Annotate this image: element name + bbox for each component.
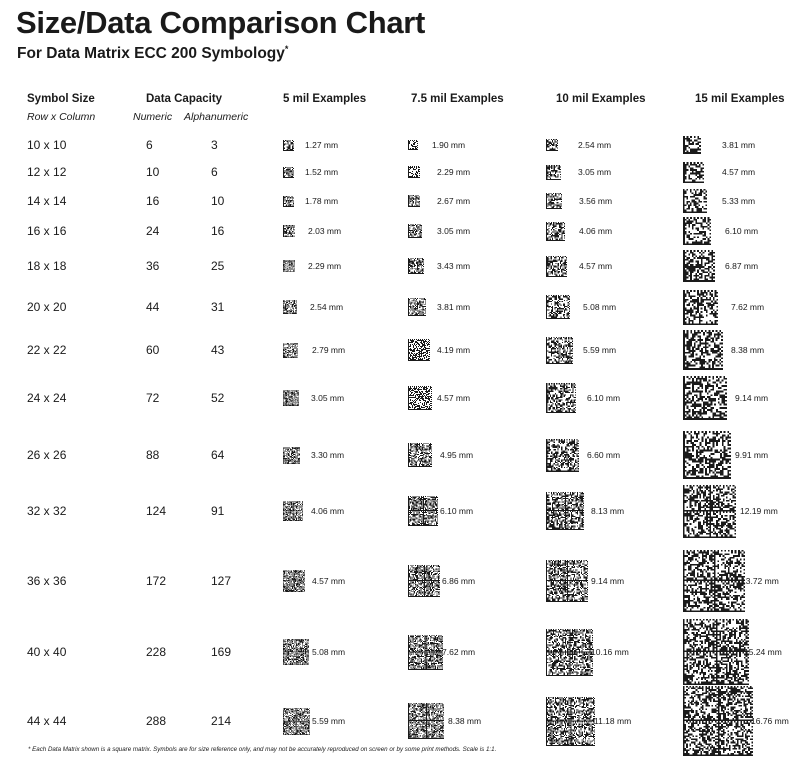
cell-numeric-capacity: 10 [146, 165, 160, 179]
cell-symbol-dimension: 3.05 mm [437, 226, 471, 236]
data-matrix-symbol [283, 196, 294, 207]
cell-symbol-dimension: 1.52 mm [305, 167, 339, 177]
cell-symbol-size: 18 x 18 [27, 259, 67, 273]
header-5-mil: 5 mil Examples [283, 93, 367, 105]
cell-symbol-dimension: 2.54 mm [578, 140, 612, 150]
page-subtitle [17, 39, 288, 64]
cell-symbol-dimension: 2.54 mm [310, 302, 344, 312]
cell-symbol-size: 10 x 10 [27, 138, 67, 152]
footnote: * Each Data Matrix shown is a square matrix. Symbols are for size reference only, and may not be accurately reproduced on screen or by some print methods. Scale is 1:1. [28, 746, 497, 753]
subtitle-text: For Data Matrix ECC 200 Symbology [17, 45, 285, 63]
data-matrix-symbol [683, 686, 753, 756]
cell-numeric-capacity: 88 [146, 448, 160, 462]
data-matrix-symbol [546, 295, 570, 319]
header-7-5-mil: 7.5 mil Examples [411, 93, 504, 105]
data-matrix-symbol [283, 501, 303, 521]
cell-symbol-dimension: 1.27 mm [305, 140, 339, 150]
cell-symbol-dimension: 5.59 mm [312, 716, 346, 726]
cell-numeric-capacity: 44 [146, 300, 160, 314]
data-matrix-symbol [546, 165, 561, 180]
cell-symbol-size: 20 x 20 [27, 300, 67, 314]
cell-symbol-dimension: 5.08 mm [583, 302, 617, 312]
cell-symbol-dimension: 4.06 mm [579, 226, 613, 236]
cell-symbol-dimension: 2.79 mm [312, 345, 346, 355]
data-matrix-symbol [683, 290, 718, 325]
cell-symbol-size: 16 x 16 [27, 224, 67, 238]
data-matrix-symbol [683, 189, 707, 213]
data-matrix-symbol [408, 224, 422, 238]
cell-symbol-size: 40 x 40 [27, 645, 67, 659]
header-row-by-column: Row x Column [27, 111, 96, 123]
cell-numeric-capacity: 172 [146, 574, 167, 588]
cell-alphanumeric-capacity: 16 [211, 224, 225, 238]
cell-alphanumeric-capacity: 31 [211, 300, 225, 314]
cell-numeric-capacity: 228 [146, 645, 167, 659]
cell-symbol-dimension: 8.38 mm [731, 345, 765, 355]
data-matrix-symbol [408, 166, 420, 178]
data-matrix-symbol [283, 570, 305, 592]
cell-symbol-dimension: 3.56 mm [579, 196, 613, 206]
header-15-mil: 15 mil Examples [695, 93, 785, 105]
cell-symbol-dimension: 12.19 mm [740, 506, 778, 516]
header-alphanumeric: Alphanumeric [184, 111, 249, 123]
cell-symbol-dimension: 1.78 mm [305, 196, 339, 206]
cell-numeric-capacity: 24 [146, 224, 160, 238]
cell-symbol-dimension: 15.24 mm [744, 647, 782, 657]
cell-numeric-capacity: 6 [146, 138, 153, 152]
cell-symbol-dimension: 6.87 mm [725, 261, 759, 271]
cell-symbol-dimension: 3.81 mm [722, 140, 756, 150]
data-matrix-symbol [683, 162, 704, 183]
cell-symbol-dimension: 4.19 mm [437, 345, 471, 355]
header-numeric: Numeric [133, 111, 173, 123]
data-matrix-symbol [408, 496, 438, 526]
data-matrix-symbol [283, 390, 299, 406]
cell-symbol-size: 44 x 44 [27, 714, 67, 728]
cell-symbol-dimension: 10.16 mm [591, 647, 629, 657]
cell-numeric-capacity: 288 [146, 714, 167, 728]
cell-numeric-capacity: 60 [146, 343, 160, 357]
cell-symbol-dimension: 7.62 mm [442, 647, 476, 657]
data-matrix-symbol [408, 443, 432, 467]
header-symbol-size: Symbol Size [27, 93, 95, 105]
cell-symbol-dimension: 4.57 mm [722, 167, 756, 177]
cell-symbol-dimension: 2.29 mm [308, 261, 342, 271]
data-matrix-symbol [546, 337, 573, 364]
cell-symbol-size: 22 x 22 [27, 343, 67, 357]
cell-symbol-dimension: 3.05 mm [311, 393, 345, 403]
cell-alphanumeric-capacity: 52 [211, 391, 225, 405]
cell-symbol-dimension: 4.06 mm [311, 506, 345, 516]
header-data-capacity: Data Capacity [146, 93, 223, 105]
data-matrix-symbol [546, 193, 562, 209]
cell-symbol-dimension: 9.14 mm [591, 576, 625, 586]
data-matrix-symbol [683, 136, 701, 154]
cell-numeric-capacity: 16 [146, 194, 160, 208]
data-matrix-symbol [683, 330, 723, 370]
data-matrix-symbol [283, 167, 294, 178]
cell-symbol-dimension: 4.57 mm [312, 576, 346, 586]
cell-alphanumeric-capacity: 43 [211, 343, 225, 357]
page-title: Size/Data Comparison Chart [16, 5, 426, 40]
data-matrix-symbol [546, 560, 588, 602]
cell-symbol-dimension: 3.43 mm [437, 261, 471, 271]
data-matrix-symbol [408, 195, 420, 207]
cell-symbol-dimension: 3.05 mm [578, 167, 612, 177]
cell-symbol-dimension: 2.03 mm [308, 226, 342, 236]
data-matrix-symbol [546, 383, 576, 413]
cell-symbol-dimension: 7.62 mm [731, 302, 765, 312]
cell-symbol-dimension: 4.57 mm [579, 261, 613, 271]
data-matrix-symbol [283, 343, 298, 358]
cell-symbol-dimension: 2.29 mm [437, 167, 471, 177]
cell-symbol-size: 12 x 12 [27, 165, 67, 179]
cell-symbol-dimension: 13.72 mm [741, 576, 779, 586]
data-matrix-symbol [408, 703, 444, 739]
cell-symbol-dimension: 8.13 mm [591, 506, 625, 516]
cell-symbol-dimension: 1.90 mm [432, 140, 466, 150]
cell-alphanumeric-capacity: 169 [211, 645, 232, 659]
cell-symbol-dimension: 5.33 mm [722, 196, 756, 206]
cell-symbol-dimension: 6.10 mm [587, 393, 621, 403]
data-matrix-symbol [283, 260, 295, 272]
cell-symbol-dimension: 11.18 mm [594, 716, 632, 726]
cell-symbol-dimension: 2.67 mm [437, 196, 471, 206]
data-matrix-symbol [408, 339, 430, 361]
data-matrix-symbol [683, 376, 727, 420]
data-matrix-symbol [546, 139, 558, 151]
data-matrix-symbol [683, 485, 736, 538]
data-matrix-symbol [683, 217, 711, 245]
data-matrix-symbol [408, 386, 432, 410]
data-matrix-symbol [408, 140, 418, 150]
cell-symbol-dimension: 4.95 mm [440, 450, 474, 460]
cell-symbol-size: 36 x 36 [27, 574, 67, 588]
cell-alphanumeric-capacity: 91 [211, 504, 225, 518]
cell-alphanumeric-capacity: 10 [211, 194, 225, 208]
cell-symbol-size: 32 x 32 [27, 504, 67, 518]
data-matrix-symbol [283, 300, 297, 314]
data-matrix-symbol [546, 256, 567, 277]
data-matrix-symbol [408, 298, 426, 316]
data-matrix-symbol [408, 565, 440, 597]
cell-symbol-dimension: 9.91 mm [735, 450, 769, 460]
cell-numeric-capacity: 72 [146, 391, 160, 405]
cell-alphanumeric-capacity: 25 [211, 259, 225, 273]
data-matrix-symbol [546, 439, 579, 472]
cell-symbol-dimension: 5.08 mm [312, 647, 346, 657]
cell-symbol-dimension: 4.57 mm [437, 393, 471, 403]
cell-symbol-dimension: 16.76 mm [751, 716, 789, 726]
subtitle-footnote-mark: * [284, 44, 289, 54]
data-matrix-symbol [683, 250, 715, 282]
cell-symbol-size: 14 x 14 [27, 194, 67, 208]
cell-symbol-size: 24 x 24 [27, 391, 67, 405]
data-matrix-symbol [283, 225, 295, 237]
cell-symbol-dimension: 9.14 mm [735, 393, 769, 403]
data-matrix-symbol [283, 140, 294, 151]
cell-symbol-dimension: 6.60 mm [587, 450, 621, 460]
data-matrix-symbol [546, 697, 595, 746]
data-matrix-symbol [408, 258, 424, 274]
cell-symbol-dimension: 3.81 mm [437, 302, 471, 312]
data-matrix-symbol [683, 619, 749, 685]
cell-symbol-dimension: 6.10 mm [440, 506, 474, 516]
header-10-mil: 10 mil Examples [556, 93, 646, 105]
cell-numeric-capacity: 124 [146, 504, 167, 518]
data-matrix-symbol [546, 629, 593, 676]
cell-symbol-dimension: 6.86 mm [442, 576, 476, 586]
cell-alphanumeric-capacity: 214 [211, 714, 232, 728]
cell-alphanumeric-capacity: 127 [211, 574, 232, 588]
cell-symbol-dimension: 3.30 mm [311, 450, 345, 460]
data-matrix-symbol [408, 635, 443, 670]
data-matrix-symbol [546, 492, 584, 530]
data-matrix-symbol [546, 222, 565, 241]
cell-symbol-dimension: 8.38 mm [448, 716, 482, 726]
cell-numeric-capacity: 36 [146, 259, 160, 273]
data-matrix-symbol [683, 431, 731, 479]
cell-symbol-dimension: 5.59 mm [583, 345, 617, 355]
data-matrix-symbol [683, 550, 745, 612]
data-matrix-symbol [283, 639, 309, 665]
data-matrix-symbol [283, 708, 310, 735]
cell-symbol-size: 26 x 26 [27, 448, 67, 462]
cell-alphanumeric-capacity: 6 [211, 165, 218, 179]
cell-symbol-dimension: 6.10 mm [725, 226, 759, 236]
data-matrix-symbol [283, 447, 300, 464]
cell-alphanumeric-capacity: 3 [211, 138, 218, 152]
cell-alphanumeric-capacity: 64 [211, 448, 225, 462]
